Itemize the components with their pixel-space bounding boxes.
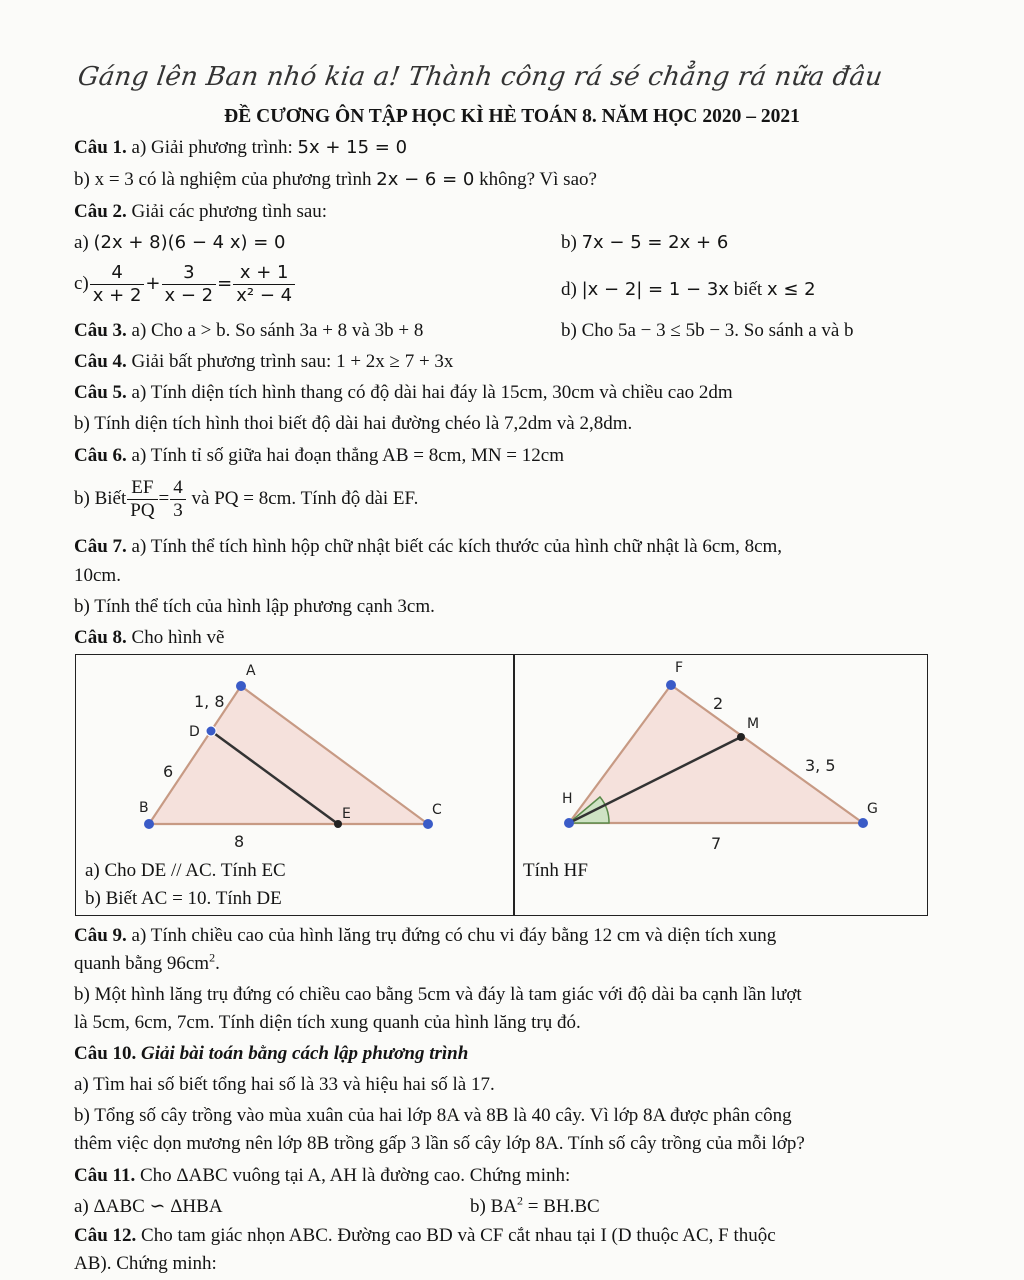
q12-line-2 (74, 1252, 217, 1276)
q6-line-a (74, 444, 564, 468)
label-a: A (246, 663, 256, 679)
q9-a-text-2: quanh bằng (74, 953, 167, 974)
point-d (206, 726, 216, 736)
q6-label: Câu 6. (74, 445, 127, 466)
q7-a-text-2: 10cm. (74, 565, 121, 586)
q8-a-text: a) Cho DE // AC. Tính EC (85, 860, 286, 881)
point-g (858, 818, 868, 828)
point-h (564, 818, 574, 828)
q2-c-fraction-2: $\frac{3}{x - 2}$ (162, 262, 217, 307)
q7-b-text: b) Tính thể tích của hình lập phương cạnh 3cm. (74, 596, 435, 617)
q11-b-exponent: 2 (516, 1193, 523, 1208)
q9-line-b2 (74, 1011, 581, 1035)
q1-line-a (74, 136, 407, 160)
q2-line-d (561, 278, 816, 302)
q6-b-fraction-2: $\frac{4}{3}$ (170, 477, 186, 522)
q2-c-plus: + (145, 273, 161, 294)
label-c: C (432, 802, 442, 818)
q7-a-text: a) Tính thể tích hình hộp chữ nhật biết các kích thước của hình chữ nhật là 6cm, 8cm, (126, 536, 783, 557)
q3-label: Câu 3. (74, 320, 127, 341)
q8-figure-table (75, 654, 928, 916)
q1-a-equation: 5x + 15 = 0 (297, 137, 408, 158)
q2-d-text: biết (728, 279, 767, 300)
q10-line (74, 1042, 468, 1066)
q3-b-equation: 5a − 3 ≤ 5b − 3 (618, 320, 735, 341)
q2-line-a (74, 231, 285, 255)
figure-triangle-fhg (515, 655, 929, 855)
q9-label: Câu 9. (74, 925, 127, 946)
q1-label: Câu 1. (74, 137, 127, 158)
q6-b-text-3: . Tính độ dài EF. (291, 488, 419, 509)
q9-a-value: 96cm (166, 953, 210, 974)
q10-label: Câu 10. (74, 1043, 137, 1064)
q8-right-text: Tính HF (523, 860, 588, 881)
q2-a-equation: (2x + 8)(6 − 4 x) = 0 (93, 232, 286, 253)
q2-line (74, 200, 327, 224)
q11-line (74, 1164, 570, 1188)
point-e (334, 820, 342, 828)
label-d: D (189, 724, 200, 740)
q6-b-equation: PQ = 8cm (214, 488, 292, 509)
q6-b-text-2: và (186, 488, 215, 509)
q6-b-equals: = (158, 488, 170, 509)
q2-c-equals: = (217, 273, 233, 294)
q4-text: Giải bất phương trình sau: (126, 351, 337, 372)
q2-b-label: b) (561, 232, 582, 253)
length-db: 6 (163, 762, 174, 781)
q3-line-b (561, 319, 854, 343)
q9-a-end: . (215, 953, 220, 974)
q6-a-text: a) Tính tỉ số giữa hai đoạn thẳng (126, 445, 383, 466)
point-a (236, 681, 246, 691)
q7-line-a1 (74, 535, 782, 559)
q10-b-text: b) Tổng số cây trồng vào mùa xuân của hai lớp 8A và 8B là 40 cây. Vì lớp 8A được phân công (74, 1105, 792, 1126)
q3-a-text: a) Cho a > b. So sánh 3a + 8 và 3b + 8 (126, 320, 424, 341)
q2-c-fraction-3: $\frac{x + 1}{\text{x² − 4}}$ (233, 262, 295, 307)
q5-line-b (74, 412, 632, 436)
q1-b-equation: 2x − 6 = 0 (376, 169, 475, 190)
q11-b-text: b) BA (470, 1196, 517, 1217)
label-e: E (342, 806, 351, 822)
q7-line-a2 (74, 564, 121, 588)
q2-d-equation: |x − 2| = 1 − 3x (581, 279, 729, 300)
q6-line-b (74, 473, 418, 525)
q5-label: Câu 5. (74, 382, 127, 403)
q6-b-text: b) Biết (74, 488, 127, 509)
q2-c-label: c) (74, 273, 89, 294)
q10-b-text-2: thêm việc dọn mương nên lớp 8B trồng gấp 3 lần số cây lớp 8A. Tính số cây trồng của mỗi lớp? (74, 1133, 805, 1154)
q3-line-a (74, 319, 423, 343)
q9-b-text: b) Một hình lăng trụ đứng có chiều cao bằng 5cm và đáy là tam giác với độ dài ba cạnh lần lượt (74, 984, 802, 1005)
q2-text: Giải các phương tình sau: (126, 201, 328, 222)
q1-a-text: a) Giải phương trình: (126, 137, 298, 158)
q2-d-condition: x ≤ 2 (766, 279, 816, 300)
q5-b-text: b) Tính diện tích hình thoi biết độ dài hai đường chéo là 7,2dm và 2,8dm. (74, 413, 633, 434)
label-b: B (139, 800, 149, 816)
q11-b-text-2: = BH.BC (522, 1196, 600, 1217)
length-mg: 3, 5 (805, 756, 836, 775)
q8-label: Câu 8. (74, 627, 127, 648)
q12-line-1 (74, 1224, 776, 1248)
q8-b-text: b) Biết AC = 10. Tính DE (85, 888, 282, 909)
triangle-abc-shape (149, 686, 428, 824)
q8-line (74, 626, 224, 650)
q9-line-a2 (74, 952, 220, 976)
q10-line-b1 (74, 1104, 792, 1128)
q6-a-equation: AB = 8cm, MN = 12cm (382, 445, 564, 466)
figure-triangle-abc (76, 655, 512, 851)
q11-text: Cho ΔABC vuông tại A, AH là đường cao. Chứng minh: (135, 1165, 571, 1186)
point-f (666, 680, 676, 690)
q5-a-text: a) Tính diện tích hình thang có độ dài hai đáy là 15cm, 30cm và chiều cao 2dm (126, 382, 733, 403)
point-m (737, 733, 745, 741)
q1-b-text: b) x = 3 có là nghiệm của phương trình (74, 169, 377, 190)
q3-b-text: b) Cho (561, 320, 618, 341)
q2-label: Câu 2. (74, 201, 127, 222)
point-c (423, 819, 433, 829)
q11-label: Câu 11. (74, 1165, 136, 1186)
q10-line-b2 (74, 1132, 805, 1156)
q4-equation: 1 + 2x ≥ 7 + 3x (336, 351, 454, 372)
point-b (144, 819, 154, 829)
q12-text-2: AB). Chứng minh: (74, 1253, 217, 1274)
q2-a-label: a) (74, 232, 94, 253)
q3-b-text-end: . So sánh a và b (734, 320, 854, 341)
q11-line-a (74, 1195, 223, 1219)
q10-line-a (74, 1073, 495, 1097)
q12-text: Cho tam giác nhọn ABC. Đường cao BD và CF cắt nhau tại I (D thuộc AC, F thuộc (136, 1225, 776, 1246)
q2-line-b (561, 231, 728, 255)
q10-a-text: a) Tìm hai số biết tổng hai số là 33 và hiệu hai số là 17. (74, 1074, 495, 1095)
q1-b-text-end: không? Vì sao? (474, 169, 597, 190)
q9-line-b1 (74, 983, 802, 1007)
q9-line-a1 (74, 924, 776, 948)
length-ad: 1, 8 (194, 692, 225, 711)
q7-label: Câu 7. (74, 536, 127, 557)
q9-a-text: a) Tính chiều cao của hình lăng trụ đứng có chu vi đáy bằng 12 cm và diện tích xung (126, 925, 777, 946)
label-g: G (867, 801, 878, 817)
label-f: F (675, 660, 684, 676)
q8-text: Cho hình vẽ (126, 627, 225, 648)
q4-line (74, 350, 453, 374)
length-hg: 7 (711, 834, 722, 853)
q10-title: Giải bài toán bằng cách lập phương trình (136, 1043, 469, 1064)
label-h: H (562, 791, 573, 807)
q2-line-c (74, 260, 296, 308)
length-fm: 2 (713, 694, 724, 713)
q9-b-text-2: là 5cm, 6cm, 7cm. Tính diện tích xung quanh của hình lăng trụ đó. (74, 1012, 581, 1033)
q2-c-fraction-1: $\frac{4}{x + 2}$ (90, 262, 145, 307)
q7-line-b (74, 595, 435, 619)
q6-b-fraction-1: $\frac{EF}{PQ}$ (127, 477, 157, 522)
page-title: ĐỀ CƯƠNG ÔN TẬP HỌC KÌ HÈ TOÁN 8. NĂM HỌC 2020 – 2021 (224, 106, 800, 127)
q4-label: Câu 4. (74, 351, 127, 372)
q11-a-text: a) ΔABC ∽ ΔHBA (74, 1196, 223, 1217)
label-m: M (747, 716, 760, 732)
q9-a-exponent: 2 (209, 950, 216, 965)
q12-label: Câu 12. (74, 1225, 137, 1246)
q2-b-equation: 7x − 5 = 2x + 6 (581, 232, 729, 253)
q11-line-b (470, 1195, 600, 1219)
length-bc: 8 (234, 832, 245, 851)
q5-line-a (74, 381, 733, 405)
q1-line-b (74, 168, 597, 192)
q2-d-label: d) (561, 279, 582, 300)
motto-handwriting: Gáng lên Ban nhó kia a! Thành công rá sé chẳng rá nữa đâu (75, 62, 885, 92)
